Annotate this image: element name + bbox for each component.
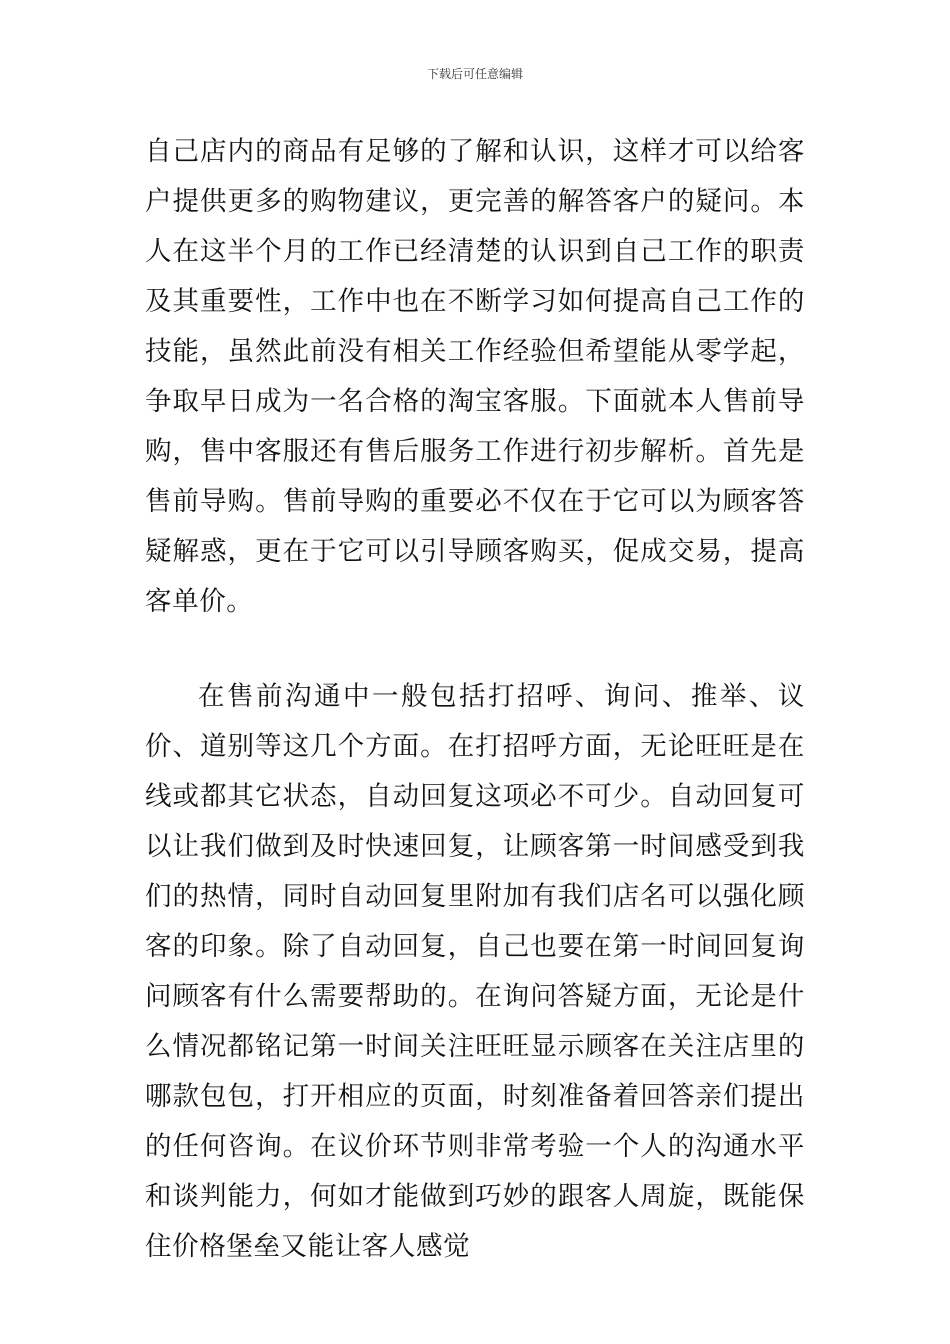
paragraph-2: 在售前沟通中一般包括打招呼、询问、推举、议价、道别等这几个方面。在打招呼方面，无论旺旺是在线或都其它状态，自动回复这项必不可少。自动回复可以让我们做到及时快速回复，让顾客第一时间感受到我们的热情，同时自动回复里附加有我们店名可以强化顾客的印象。除了自动回复，自己也要在第一时间回复询问顾客有什么需要帮助的。在询问答疑方面，无论是什么情况都铭记第一时间关注旺旺显示顾客在关注店里的哪款包包，打开相应的页面，时刻准备着回答亲们提出的任何咨询。在议价环节则非常考验一个人的沟通水平和谈判能力，何如才能做到巧妙的跟客人周旋，既能保住价格堡垒又能让客人感觉 (145, 681, 805, 1262)
header-note: 下载后可任意编辑 (426, 67, 523, 81)
paragraph-1: 自己店内的商品有足够的了解和认识，这样才可以给客户提供更多的购物建议，更完善的解答客户的疑问。本人在这半个月的工作已经清楚的认识到自己工作的职责及其重要性，工作中也在不断学习如何提高自己工作的技能，虽然此前没有相关工作经验但希望能从零学起，争取早日成为一名合格的淘宝客服。下面就本人售前导购，售中客服还有售后服务工作进行初步解析。首先是售前导购。售前导购的重要必不仅在于它可以为顾客答疑解惑，更在于它可以引导顾客购买，促成交易，提高客单价。 (145, 136, 805, 617)
